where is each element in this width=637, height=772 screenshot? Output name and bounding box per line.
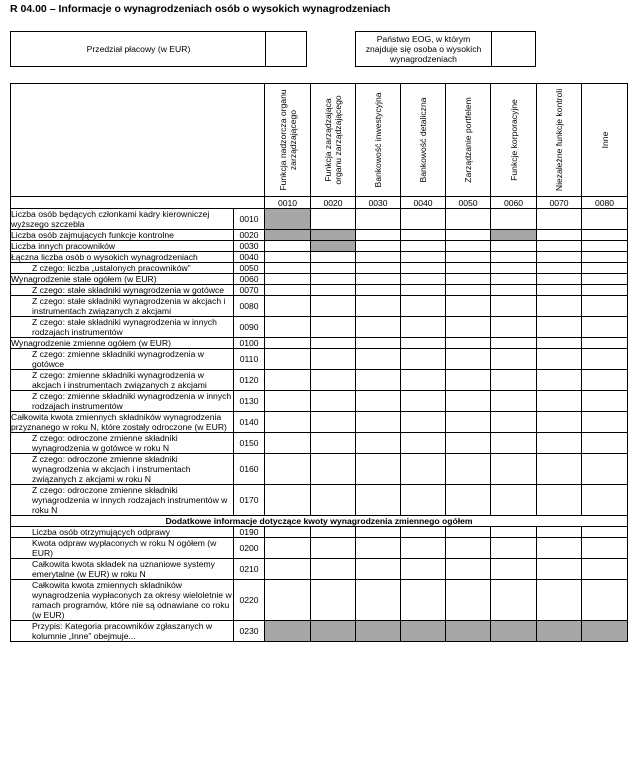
input-cell[interactable] [356,230,401,241]
salary-band-box [10,31,307,67]
table-row [11,285,628,296]
shaded-cell [265,621,311,642]
table-row [11,370,628,391]
input-cell[interactable] [491,433,537,454]
input-cell[interactable] [401,433,446,454]
input-cell[interactable] [537,209,582,230]
row-code: 0140 [234,412,265,433]
input-cell[interactable] [265,263,311,274]
salary-band-input[interactable] [266,32,306,66]
input-cell[interactable] [491,485,537,516]
row-label: Wynagrodzenie zmienne ogółem (w EUR) [11,338,234,349]
input-cell[interactable] [537,252,582,263]
input-cell[interactable] [356,274,401,285]
input-cell[interactable] [491,349,537,370]
shaded-cell [491,621,537,642]
input-cell[interactable] [356,391,401,412]
shaded-cell [311,230,356,241]
table-row [11,209,628,230]
input-cell[interactable] [491,285,537,296]
input-cell[interactable] [582,580,628,621]
input-cell[interactable] [446,370,491,391]
row-label: Z czego: zmienne składniki wynagrodzenia w akcjach i instrumentach związanych z akcjami [11,370,234,391]
input-cell[interactable] [401,559,446,580]
row-label: Z czego: odroczone zmienne składniki wynagrodzenia w innych rodzajach instrumentów w roku N [11,485,234,516]
row-label: Wynagrodzenie stałe ogółem (w EUR) [11,274,234,285]
table-row [11,527,628,538]
input-cell[interactable] [265,349,311,370]
input-cell[interactable] [537,559,582,580]
shaded-cell [265,230,311,241]
input-cell[interactable] [356,296,401,317]
input-cell[interactable] [537,274,582,285]
input-cell[interactable] [582,209,628,230]
row-label: Z czego: liczba „ustalonych pracowników” [11,263,234,274]
row-label: Z czego: odroczone zmienne składniki wynagrodzenia w gotówce w roku N [11,433,234,454]
table-row [11,274,628,285]
input-cell[interactable] [537,580,582,621]
input-cell[interactable] [311,263,356,274]
input-cell[interactable] [446,241,491,252]
column-header [491,84,537,197]
input-cell[interactable] [311,433,356,454]
remuneration-table [10,83,628,642]
row-code: 0150 [234,433,265,454]
input-cell[interactable] [311,317,356,338]
input-cell[interactable] [265,527,311,538]
row-label: Liczba innych pracowników [11,241,234,252]
header-corner [11,84,265,197]
input-cell[interactable] [537,485,582,516]
input-cell[interactable] [491,209,537,230]
input-cell[interactable] [265,391,311,412]
input-cell[interactable] [356,527,401,538]
input-cell[interactable] [446,538,491,559]
input-cell[interactable] [537,538,582,559]
row-label: Łączna liczba osób o wysokich wynagrodzeniach [11,252,234,263]
input-cell[interactable] [311,454,356,485]
input-cell[interactable] [265,485,311,516]
input-cell[interactable] [537,230,582,241]
input-cell[interactable] [356,559,401,580]
input-cell[interactable] [582,285,628,296]
table-row [11,263,628,274]
row-label: Z czego: stałe składniki wynagrodzenia w akcjach i instrumentach związanych z akcjami [11,296,234,317]
input-cell[interactable] [446,252,491,263]
table-row [11,338,628,349]
input-cell[interactable] [311,338,356,349]
table-row [11,391,628,412]
input-cell[interactable] [265,338,311,349]
code-corner [11,197,265,209]
input-cell[interactable] [491,317,537,338]
row-code: 0060 [234,274,265,285]
input-cell[interactable] [311,580,356,621]
table-row [11,433,628,454]
input-cell[interactable] [401,296,446,317]
row-label: Liczba osób otrzymujących odprawy [11,527,234,538]
input-cell[interactable] [446,391,491,412]
column-header [356,84,401,197]
column-header [311,84,356,197]
input-cell[interactable] [491,241,537,252]
input-cell[interactable] [582,454,628,485]
input-cell[interactable] [265,538,311,559]
row-code: 0040 [234,252,265,263]
column-header [537,84,582,197]
input-cell[interactable] [356,317,401,338]
input-cell[interactable] [356,433,401,454]
row-label: Całkowita kwota zmiennych składników wynagrodzenia wypłaconych za okresy wieloletnie w ramach programów, które nie są odnawiane co roku (w EUR) [11,580,234,621]
input-cell[interactable] [265,285,311,296]
column-code-row [11,197,628,209]
input-cell[interactable] [582,338,628,349]
input-cell[interactable] [401,285,446,296]
input-cell[interactable] [446,296,491,317]
column-header [582,84,628,197]
input-cell[interactable] [356,349,401,370]
input-cell[interactable] [311,274,356,285]
input-cell[interactable] [356,209,401,230]
table-row [11,296,628,317]
input-cell[interactable] [265,454,311,485]
row-label: Z czego: stałe składniki wynagrodzenia w innych rodzajach instrumentów [11,317,234,338]
input-cell[interactable] [446,209,491,230]
column-code: 0070 [537,197,582,209]
input-cell[interactable] [265,559,311,580]
input-cell[interactable] [311,252,356,263]
input-cell[interactable] [491,580,537,621]
input-cell[interactable] [401,580,446,621]
input-cell[interactable] [582,527,628,538]
table-row [11,580,628,621]
input-cell[interactable] [582,274,628,285]
input-cell[interactable] [356,370,401,391]
input-cell[interactable] [537,391,582,412]
input-cell[interactable] [401,538,446,559]
row-label: Z czego: zmienne składniki wynagrodzenia w gotówce [11,349,234,370]
column-code: 0030 [356,197,401,209]
row-code: 0230 [234,621,265,642]
input-cell[interactable] [311,349,356,370]
column-header-label: Bankowość inwestycyjna [373,92,383,188]
input-cell[interactable] [491,252,537,263]
column-code: 0060 [491,197,537,209]
input-cell[interactable] [401,263,446,274]
table-row [11,559,628,580]
column-header-label: Funkcje korporacyjne [508,99,519,181]
input-cell[interactable] [537,263,582,274]
input-cell[interactable] [265,296,311,317]
row-label: Całkowita kwota składek na uznaniowe systemy emerytalne (w EUR) w roku N [11,559,234,580]
column-code: 0010 [265,197,311,209]
row-label: Przypis: Kategoria pracowników zgłaszanych w kolumnie „Inne” obejmuje... [11,621,234,642]
input-cell[interactable] [356,285,401,296]
input-cell[interactable] [265,317,311,338]
table-row [11,317,628,338]
row-label: Z czego: odroczone zmienne składniki wynagrodzenia w akcjach i instrumentach związanych z akcjami w roku N [11,454,234,485]
input-cell[interactable] [537,338,582,349]
section-row [11,516,628,527]
row-code: 0220 [234,580,265,621]
input-cell[interactable] [401,370,446,391]
input-cell[interactable] [537,349,582,370]
input-cell[interactable] [311,285,356,296]
input-cell[interactable] [582,241,628,252]
row-code: 0100 [234,338,265,349]
eea-country-input[interactable] [492,32,535,66]
input-cell[interactable] [491,527,537,538]
input-cell[interactable] [401,338,446,349]
input-cell[interactable] [311,538,356,559]
shaded-cell [311,621,356,642]
input-cell[interactable] [582,252,628,263]
input-cell[interactable] [491,370,537,391]
input-cell[interactable] [446,559,491,580]
input-cell[interactable] [491,338,537,349]
column-header-label: Funkcja nadzorcza organu zarządzającego [277,89,298,191]
input-cell[interactable] [446,263,491,274]
input-cell[interactable] [356,485,401,516]
input-cell[interactable] [582,230,628,241]
input-cell[interactable] [311,370,356,391]
row-code: 0070 [234,285,265,296]
input-cell[interactable] [491,391,537,412]
input-cell[interactable] [582,317,628,338]
input-cell[interactable] [356,454,401,485]
column-header-label: Zarządzanie portfelem [463,97,473,183]
column-code: 0050 [446,197,491,209]
input-cell[interactable] [356,252,401,263]
input-cell[interactable] [311,527,356,538]
input-cell[interactable] [401,391,446,412]
row-label: Liczba osób będących członkami kadry kierowniczej wyższego szczebla [11,209,234,230]
column-header [265,84,311,197]
input-cell[interactable] [446,338,491,349]
input-cell[interactable] [537,527,582,538]
input-cell[interactable] [582,296,628,317]
column-header [446,84,491,197]
input-cell[interactable] [537,454,582,485]
input-cell[interactable] [265,274,311,285]
input-cell[interactable] [401,485,446,516]
row-label: Z czego: zmienne składniki wynagrodzenia w innych rodzajach instrumentów [11,391,234,412]
input-cell[interactable] [446,527,491,538]
input-cell[interactable] [446,433,491,454]
input-cell[interactable] [311,391,356,412]
input-cell[interactable] [446,580,491,621]
row-label: Całkowita kwota zmiennych składników wynagrodzenia przyznanego w roku N, które zostały odroczone (w EUR) [11,412,234,433]
input-cell[interactable] [582,433,628,454]
input-cell[interactable] [401,527,446,538]
input-cell[interactable] [582,349,628,370]
input-cell[interactable] [401,317,446,338]
row-code: 0030 [234,241,265,252]
input-cell[interactable] [446,349,491,370]
input-cell[interactable] [582,391,628,412]
input-cell[interactable] [356,538,401,559]
row-code: 0050 [234,263,265,274]
input-cell[interactable] [446,412,491,433]
input-cell[interactable] [582,263,628,274]
row-code: 0080 [234,296,265,317]
shaded-cell [446,621,491,642]
row-label: Z czego: stałe składniki wynagrodzenia w gotówce [11,285,234,296]
input-cell[interactable] [311,209,356,230]
input-cell[interactable] [401,412,446,433]
input-cell[interactable] [265,241,311,252]
input-cell[interactable] [265,412,311,433]
input-cell[interactable] [356,263,401,274]
table-row [11,621,628,642]
column-header [401,84,446,197]
row-code: 0170 [234,485,265,516]
input-cell[interactable] [537,241,582,252]
section-title: Dodatkowe informacje dotyczące kwoty wynagrodzenia zmiennego ogółem [11,516,628,527]
input-cell[interactable] [446,285,491,296]
table-row [11,230,628,241]
row-code: 0020 [234,230,265,241]
shaded-cell [491,230,537,241]
eea-country-label: Państwo EOG, w którym znajduje się osoba o wysokich wynagrodzeniach [365,34,482,64]
input-cell[interactable] [446,230,491,241]
input-cell[interactable] [582,485,628,516]
table-row [11,349,628,370]
row-code: 0210 [234,559,265,580]
table-row [11,485,628,516]
input-cell[interactable] [356,241,401,252]
table-row [11,538,628,559]
row-label: Liczba osób zajmujących funkcje kontrolne [11,230,234,241]
input-cell[interactable] [491,538,537,559]
salary-band-label: Przedział płacowy (w EUR) [86,44,191,54]
input-cell[interactable] [537,285,582,296]
input-cell[interactable] [265,370,311,391]
input-cell[interactable] [265,580,311,621]
input-cell[interactable] [356,412,401,433]
shaded-cell [311,241,356,252]
input-cell[interactable] [311,485,356,516]
input-cell[interactable] [491,559,537,580]
input-cell[interactable] [401,454,446,485]
row-code: 0160 [234,454,265,485]
eea-country-box [355,31,536,67]
table-row [11,241,628,252]
shaded-cell [582,621,628,642]
row-code: 0200 [234,538,265,559]
input-cell[interactable] [446,454,491,485]
input-cell[interactable] [401,209,446,230]
input-cell[interactable] [356,580,401,621]
input-cell[interactable] [491,454,537,485]
input-cell[interactable] [401,274,446,285]
input-cell[interactable] [582,370,628,391]
input-cell[interactable] [401,230,446,241]
shaded-cell [356,621,401,642]
input-cell[interactable] [537,433,582,454]
input-cell[interactable] [446,274,491,285]
row-code: 0190 [234,527,265,538]
table-row [11,412,628,433]
input-cell[interactable] [401,252,446,263]
row-code: 0010 [234,209,265,230]
input-cell[interactable] [265,252,311,263]
input-cell[interactable] [265,433,311,454]
input-cell[interactable] [446,485,491,516]
input-cell[interactable] [537,317,582,338]
shaded-cell [537,621,582,642]
column-header-label: Inne [599,131,610,149]
input-cell[interactable] [582,538,628,559]
input-cell[interactable] [311,296,356,317]
page-title: R 04.00 – Informacje o wynagrodzeniach osób o wysokich wynagrodzeniach [10,3,391,15]
input-cell[interactable] [446,317,491,338]
input-cell[interactable] [401,349,446,370]
column-code: 0020 [311,197,356,209]
column-header-label: Bankowość detaliczna [418,97,428,183]
row-code: 0110 [234,349,265,370]
table-row [11,454,628,485]
input-cell[interactable] [401,241,446,252]
column-header-row [11,84,628,197]
input-cell[interactable] [311,412,356,433]
column-code: 0040 [401,197,446,209]
table-row [11,252,628,263]
column-header-label: Niezależne funkcje kontroli [554,88,564,192]
row-code: 0130 [234,391,265,412]
input-cell[interactable] [491,412,537,433]
input-cell[interactable] [582,559,628,580]
input-cell[interactable] [537,412,582,433]
input-cell[interactable] [537,370,582,391]
input-cell[interactable] [491,274,537,285]
input-cell[interactable] [311,559,356,580]
input-cell[interactable] [491,296,537,317]
row-label: Kwota odpraw wypłaconych w roku N ogółem (w EUR) [11,538,234,559]
input-cell[interactable] [491,263,537,274]
shaded-cell [401,621,446,642]
shaded-cell [265,209,311,230]
column-code: 0080 [582,197,628,209]
row-code: 0090 [234,317,265,338]
input-cell[interactable] [582,412,628,433]
input-cell[interactable] [537,296,582,317]
input-cell[interactable] [356,338,401,349]
row-code: 0120 [234,370,265,391]
column-header-label: Funkcja zarządzająca organu zarządzającego [323,95,343,185]
